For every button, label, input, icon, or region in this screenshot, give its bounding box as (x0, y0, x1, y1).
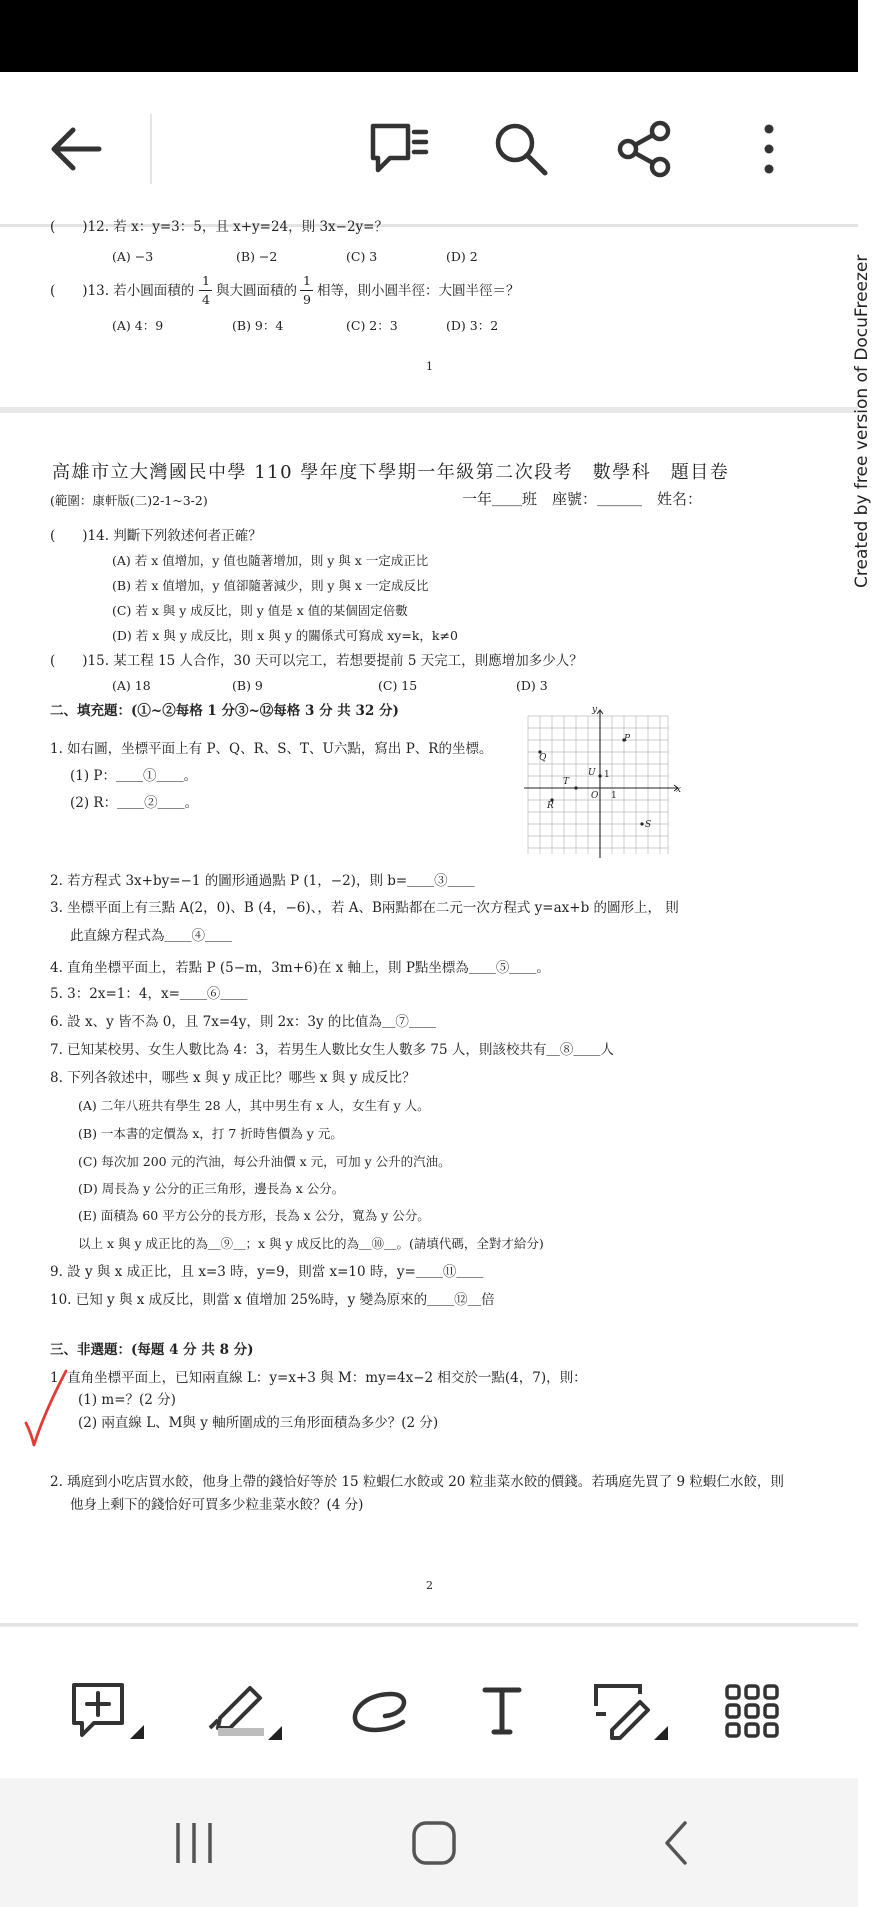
q12-option-a: (A) −3 (112, 249, 154, 264)
q13-frac1-bar (199, 290, 212, 291)
annotation-toolbar (0, 1626, 858, 1779)
q14-option-a: (A) 若 x 值增加，y 值也隨著增加，則 y 與 x 一定成正比 (112, 553, 429, 568)
q13-frac2-den: 9 (303, 292, 311, 307)
fill8-answer: 以上 x 與 y 成正比的為＿⑨＿；x 與 y 成反比的為＿⑩＿。(請填代碼，全對才給分) (78, 1236, 544, 1251)
q12-option-b: (B) −2 (236, 249, 278, 264)
lasso-icon[interactable] (340, 1671, 420, 1751)
graph-label-s: S (645, 820, 652, 830)
q12-text: ( )12. 若 x：y=3：5，且 x+y=24，則 3x−2y=？ (50, 219, 388, 235)
q15-text: ( )15. 某工程 15 人合作，30 天可以完工，若想要提前 5 天完工，則應增加多少人？ (50, 653, 583, 669)
q15-option-a: (A) 18 (112, 678, 151, 693)
graph-label-one-y: 1 (604, 770, 610, 780)
document-viewer[interactable] (0, 219, 858, 1626)
add-comment-icon[interactable] (68, 1671, 148, 1751)
red-checkmark-annotation[interactable] (22, 1367, 72, 1449)
toolbar-separator (150, 114, 152, 184)
comment-list-icon[interactable] (364, 114, 434, 184)
q14-option-b: (B) 若 x 值增加，y 值卻隨著減少，則 y 與 x 一定成反比 (112, 578, 429, 593)
graph-label-origin: O (591, 791, 599, 801)
fill3-text-b: 此直線方程式為＿＿④＿＿ (70, 928, 232, 944)
fill8-item-b: (B) 一本書的定價為 x，打 7 折時售價為 y 元。 (78, 1126, 343, 1141)
q13-option-b: (B) 9：4 (232, 318, 284, 333)
q12-option-c: (C) 3 (346, 249, 378, 264)
fill8-item-e: (E) 面積為 60 平方公分的長方形，長為 x 公分，寬為 y 公分。 (78, 1208, 430, 1223)
q13-frac1-den: 4 (202, 292, 210, 307)
q14-text: ( )14. 判斷下列敘述何者正確？ (50, 528, 262, 544)
q15-option-b: (B) 9 (232, 678, 263, 693)
student-info-line: 一年＿＿班 座號：＿＿＿ 姓名： (462, 490, 703, 508)
q14-option-d: (D) 若 x 與 y 成反比，則 x 與 y 的關係式可寫成 xy=k，k≠0 (112, 628, 458, 643)
fill10-text: 10. 已知 y 與 x 成反比，則當 x 值增加 25%時，y 變為原來的＿＿⑫＿倍 (50, 1292, 495, 1308)
docufreezer-watermark: Created by free version of DocuFreezer (852, 254, 872, 588)
graph-label-q: Q (539, 753, 547, 763)
q15-option-d: (D) 3 (516, 678, 548, 693)
q13-frac1-num: 1 (202, 273, 210, 288)
graph-x-label: x (676, 785, 682, 795)
fill8-text: 8. 下列各敘述中，哪些 x 與 y 成正比？哪些 x 與 y 成反比？ (50, 1070, 416, 1086)
text-tool-icon[interactable] (462, 1671, 542, 1751)
graph-label-t: T (563, 777, 570, 787)
q13-frac2-bar (300, 290, 313, 291)
graph-label-r: R (547, 801, 554, 811)
fill1-b: (2) R：＿＿②＿＿。 (70, 795, 199, 811)
q13-text-a: ( )13. 若小圓面積的 (50, 283, 195, 299)
exam-range: (範圍：康軒版(二)2-1~3-2) (50, 493, 208, 508)
fill6-text: 6. 設 x、y 皆不為 0，且 7x=4y，則 2x：3y 的比值為＿⑦＿＿ (50, 1014, 436, 1030)
q13-frac2-num: 1 (303, 273, 311, 288)
q13-option-c: (C) 2：3 (346, 318, 398, 333)
graph-label-p: P (624, 734, 631, 744)
nonmc1-b: (2) 兩直線 L、M與 y 軸所圍成的三角形面積為多少？(2 分) (78, 1415, 439, 1431)
page1-number: 1 (426, 360, 433, 373)
apps-grid-icon[interactable] (712, 1671, 792, 1751)
status-bar (0, 0, 858, 72)
fill8-item-d: (D) 周長為 y 公分的正三角形，邊長為 x 公分。 (78, 1181, 345, 1196)
page-separator (0, 407, 858, 413)
fill7-text: 7. 已知某校男、女生人數比為 4：3，若男生人數比女生人數多 75 人，則該校共有＿⑧＿＿人 (50, 1042, 614, 1058)
fill1-a: (1) P：＿＿①＿＿。 (70, 768, 197, 784)
graph-y-label: y (592, 705, 598, 715)
fill3-text: 3. 坐標平面上有三點 A(2，0)、B (4，−6)、，若 A、B兩點都在二元一次方程式 y=ax+b 的圖形上， 則 (50, 900, 679, 916)
more-vertical-icon[interactable] (734, 114, 804, 184)
fill5-text: 5. 3：2x=1：4，x=＿＿⑥＿＿ (50, 986, 248, 1002)
q13-text-b: 與大圓面積的 (216, 283, 297, 299)
graph-label-one-x: 1 (611, 791, 617, 801)
back-arrow-icon[interactable] (40, 114, 110, 184)
signature-icon[interactable] (588, 1671, 668, 1751)
system-navigation-bar (0, 1778, 858, 1907)
fill8-item-a: (A) 二年八班共有學生 28 人，其中男生有 x 人，女生有 y 人。 (78, 1098, 430, 1113)
graph-label-u: U (588, 768, 596, 778)
page2-number: 2 (426, 1579, 433, 1592)
q15-option-c: (C) 15 (378, 678, 418, 693)
top-toolbar (0, 72, 858, 224)
q13-option-d: (D) 3：2 (446, 318, 499, 333)
q13-text-c: 相等，則小圓半徑：大圓半徑＝？ (317, 283, 520, 299)
fill8-item-c: (C) 每次加 200 元的汽油，每公升油價 x 元，可加 y 公升的汽油。 (78, 1154, 451, 1169)
q13-option-a: (A) 4：9 (112, 318, 164, 333)
nonmc1-a: (1) m=？(2 分) (78, 1392, 176, 1408)
q14-option-c: (C) 若 x 與 y 成反比，則 y 值是 x 值的某個固定倍數 (112, 603, 408, 618)
fill9-text: 9. 設 y 與 x 成正比，且 x=3 時，y=9，則當 x=10 時，y=＿＿⑪＿＿ (50, 1264, 484, 1280)
exam-title: 高雄市立大灣國民中學 110 學年度下學期一年級第二次段考 數學科 題目卷 (52, 462, 730, 483)
section3-title: 三、非選題：(每題 4 分 共 8 分) (50, 1342, 254, 1358)
coordinate-graph (524, 705, 684, 858)
fill1-text: 1. 如右圖，坐標平面上有 P、Q、R、S、T、U六點，寫出 P、R的坐標。 (50, 741, 493, 757)
q12-option-d: (D) 2 (446, 249, 478, 264)
fill4-text: 4. 直角坐標平面上，若點 P (5−m，3m+6)在 x 軸上，則 P點坐標為＿＿⑤＿＿。 (50, 960, 550, 976)
nonmc2-text: 2. 瑀庭到小吃店買水餃，他身上帶的錢恰好等於 15 粒蝦仁水餃或 20 粒韭菜水餃的價錢。若瑀庭先買了 9 粒蝦仁水餃，則 (50, 1474, 784, 1490)
nonmc1-text: 1. 直角坐標平面上，已知兩直線 L：y=x+3 與 M：my=4x−2 相交於一點(4，7)，則： (50, 1370, 587, 1386)
fill2-text: 2. 若方程式 3x+by=−1 的圖形通過點 P (1，−2)，則 b=＿＿③＿＿ (50, 873, 475, 889)
home-icon[interactable] (394, 1808, 474, 1878)
nonmc2-text-b: 他身上剩下的錢恰好可買多少粒韭菜水餃？(4 分) (70, 1497, 364, 1513)
back-icon[interactable] (636, 1808, 716, 1878)
recent-apps-icon[interactable] (154, 1808, 234, 1878)
share-icon[interactable] (610, 114, 680, 184)
highlighter-icon[interactable] (204, 1671, 284, 1751)
search-icon[interactable] (486, 114, 556, 184)
section2-title: 二、填充題：(①~②每格 1 分③~⑫每格 3 分 共 32 分) (50, 703, 399, 719)
